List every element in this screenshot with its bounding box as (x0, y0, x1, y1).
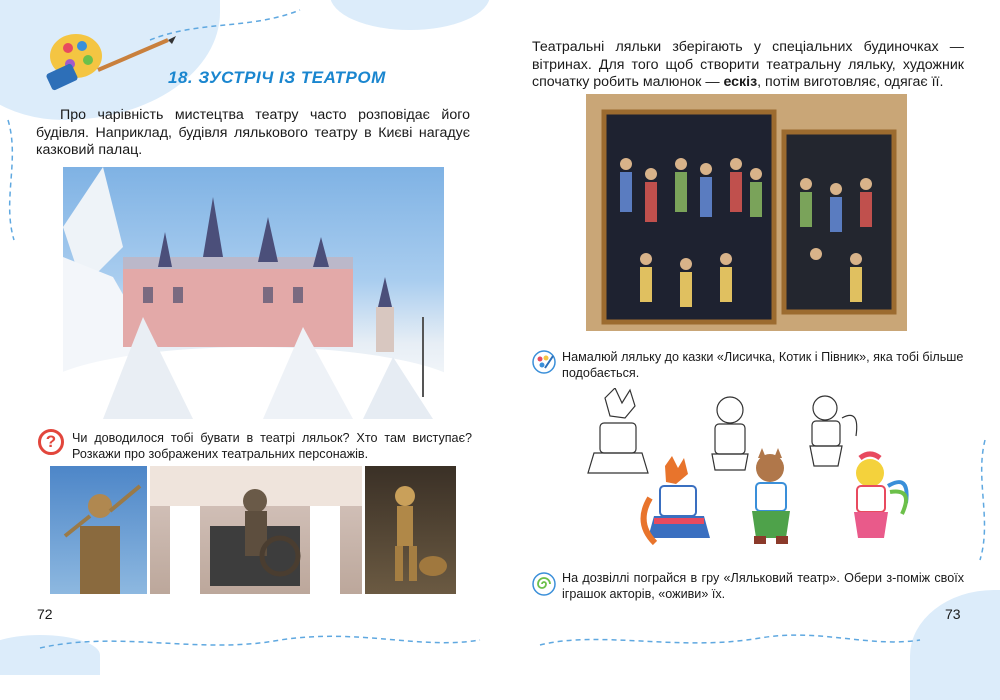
fairy-tale-characters-illustration (580, 388, 920, 563)
puppet-showcase-photo (586, 94, 907, 331)
drawing-brush-icon (532, 350, 556, 374)
statue-photo-2 (150, 466, 362, 594)
right-intro-text-start: Театральні ляльки зберігають у спеціальних будиночках — вітринах. Для того щоб створити театральну ляльку, художник спочатку робить малюнок — (532, 39, 964, 90)
statue-photo-1 (50, 466, 147, 594)
question-icon: ? (38, 429, 64, 455)
draw-task-text: Намалюй ляльку до казки «Лисичка, Котик і Півник», яка тобі більше подобається. (562, 350, 964, 380)
right-intro-text-end: , потім виготовляє, одягає її. (757, 74, 944, 90)
right-intro-paragraph (532, 39, 964, 92)
art-palette-icon (28, 20, 178, 95)
page-number-right: 73 (945, 606, 961, 622)
spiral-game-icon (532, 572, 556, 596)
play-task-text: На дозвіллі пограйся в гру «Ляльковий театр». Обери з-поміж своїх іграшок акторів, «оживи» їх. (562, 571, 964, 601)
question-text: Чи доводилося тобі бувати в театрі ляльок? Хто там виступає? Розкажи про зображених театральних персонажів. (72, 431, 472, 461)
sketch-term: ескіз (723, 74, 758, 90)
statue-photo-3 (365, 466, 456, 594)
intro-paragraph: Про чарівність мистецтва театру часто розповідає його будівля. Наприклад, будівля лялькового театру в Києві нагадує казковий палац. (36, 107, 470, 158)
page-title: 18. ЗУСТРІЧ ІЗ ТЕАТРОМ (168, 68, 386, 87)
page-number-left: 72 (37, 606, 53, 622)
puppet-theatre-building-photo (63, 167, 444, 419)
